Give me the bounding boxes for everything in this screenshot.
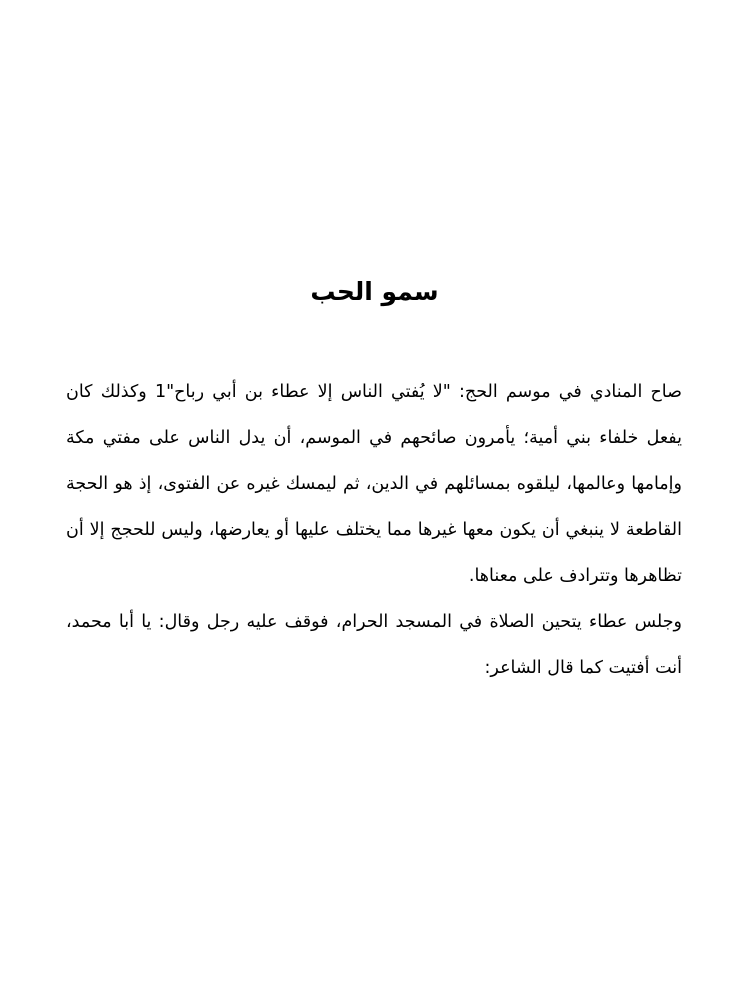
- body-text: [66, 369, 682, 691]
- page-title: سمو الحب: [310, 277, 439, 306]
- paragraph-2: وجلس عطاء يتحين الصلاة في المسجد الحرام، فوقف عليه رجل وقال: يا أبا محمد، أنت أفتيت كما قال الشاعر:: [66, 612, 682, 678]
- paragraph-1: صاح المنادي في موسم الحج: "لا يُفتي الناس إلا عطاء بن أبي رباح"1 وكذلك كان يفعل خلفاء بني أمية؛ يأمرون صائحهم في الموسم، أن يدل الناس على مفتي مكة وإمامها وعالمها، ليلقوه بمسائلهم في الدين، ثم ليمسك غيره عن الفتوى، إذ هو الحجة القاطعة لا ينبغي أن يكون معها غيرها مما يختلف عليها أو يعارضها، وليس للحجج إلا أن تظاهرها وتترادف على معناها.: [66, 382, 682, 586]
